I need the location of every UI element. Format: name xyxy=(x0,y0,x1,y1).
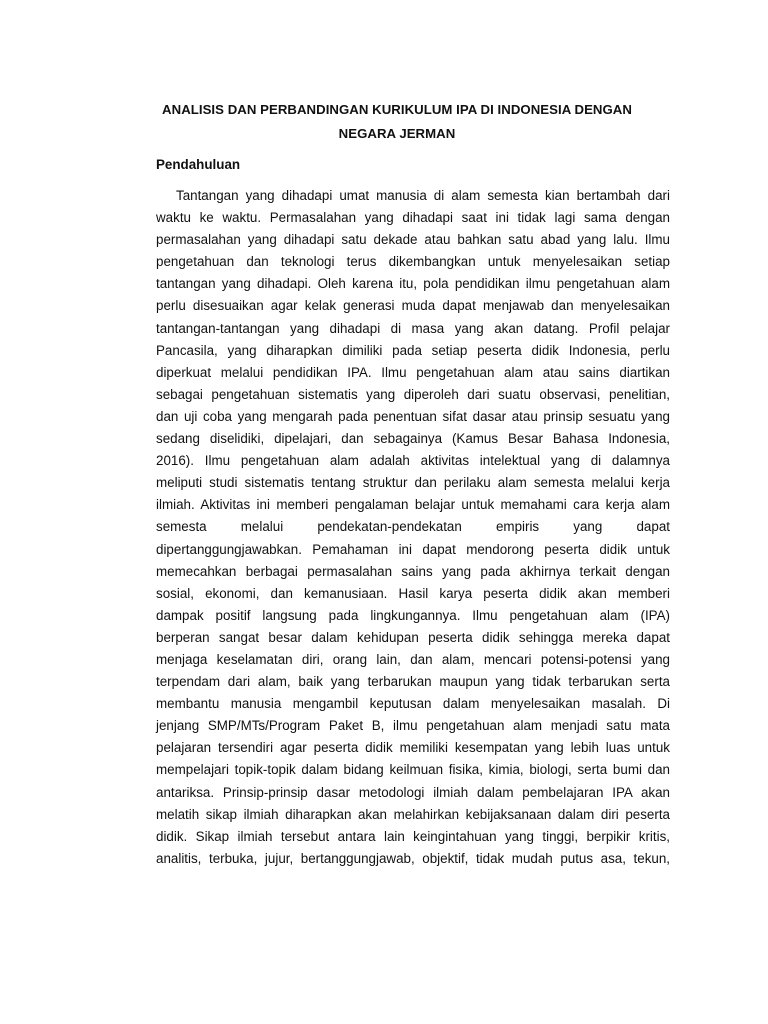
paragraph-line: tantangan yang dihadapi. Oleh karena itu, pola pendidikan ilmu pengetahuan alam xyxy=(156,276,670,292)
paragraph-line: antariksa. Prinsip-prinsip dasar metodologi ilmiah dalam pembelajaran IPA akan xyxy=(156,784,670,800)
paragraph-line: didik. Sikap ilmiah tersebut antara lain keingintahuan yang tinggi, berpikir kritis, xyxy=(156,828,670,844)
paragraph-line: ilmiah. Aktivitas ini memberi pengalaman belajar untuk memahami cara kerja alam xyxy=(156,497,670,513)
paragraph-line: perlu disesuaikan agar kelak generasi muda dapat menjawab dan menyelesaikan xyxy=(156,298,670,314)
paragraph-line: waktu ke waktu. Permasalahan yang dihadapi saat ini tidak lagi sama dengan xyxy=(156,210,670,226)
paragraph-line: dipertanggungjawabkan. Pemahaman ini dapat mendorong peserta didik untuk xyxy=(156,541,670,557)
paragraph-line: meliputi studi sistematis tentang struktur dan perilaku alam semesta melalui kerja xyxy=(156,475,670,491)
paragraph-line: pelajaran tersendiri agar peserta didik memiliki kesempatan yang lebih luas untuk xyxy=(156,740,670,756)
paragraph-line: sosial, ekonomi, dan kemanusiaan. Hasil karya peserta didik akan memberi xyxy=(156,585,670,601)
paragraph-line: sedang diselidiki, dipelajari, dan sebagainya (Kamus Besar Bahasa Indonesia, xyxy=(156,431,670,447)
paragraph-line: dan uji coba yang mengarah pada penentuan sifat dasar atau prinsip sesuatu yang xyxy=(156,408,670,424)
document-title xyxy=(120,98,674,146)
paragraph-line: pengetahuan dan teknologi terus dikembangkan untuk menyelesaikan setiap xyxy=(156,254,670,270)
paragraph-line: dampak positif langsung pada lingkungannya. Ilmu pengetahuan alam (IPA) xyxy=(156,607,670,623)
paragraph-line: terpendam dari alam, baik yang terbarukan maupun yang tidak terbarukan serta xyxy=(156,674,670,690)
paragraph-line: semesta melalui pendekatan-pendekatan empiris yang dapat xyxy=(156,519,670,535)
paragraph-line: membantu manusia mengambil keputusan dalam menyelesaikan masalah. Di xyxy=(156,696,670,712)
paragraph-line: memecahkan berbagai permasalahan sains yang pada akhirnya terkait dengan xyxy=(156,563,670,579)
paragraph-line: tantangan-tantangan yang dihadapi di masa yang akan datang. Profil pelajar xyxy=(156,320,670,336)
paragraph-line: sebagai pengetahuan sistematis yang diperoleh dari suatu observasi, penelitian, xyxy=(156,386,670,402)
paragraph-line: mempelajari topik-topik dalam bidang keilmuan fisika, kimia, biologi, serta bumi dan xyxy=(156,762,670,778)
paragraph-line: 2016). Ilmu pengetahuan alam adalah aktivitas intelektual yang di dalamnya xyxy=(156,453,670,469)
paragraph xyxy=(156,185,670,870)
paragraph-line: Tantangan yang dihadapi umat manusia di alam semesta kian bertambah dari xyxy=(176,188,670,203)
paragraph-line: Pancasila, yang diharapkan dimiliki pada setiap peserta didik Indonesia, perlu xyxy=(156,342,670,358)
paragraph-line: berperan sangat besar dalam kehidupan peserta didik sehingga mereka dapat xyxy=(156,629,670,645)
paragraph-line: analitis, terbuka, jujur, bertanggungjawab, objektif, tidak mudah putus asa, tekun, xyxy=(156,850,670,866)
title-line-1: ANALISIS DAN PERBANDINGAN KURIKULUM IPA DI INDONESIA DENGAN xyxy=(162,102,632,117)
paragraph-line: permasalahan yang dihadapi satu dekade atau bahkan satu abad yang lalu. Ilmu xyxy=(156,232,670,248)
paragraph-line: menjaga keselamatan diri, orang lain, dan alam, mencari potensi-potensi yang xyxy=(156,651,670,667)
section-heading: Pendahuluan xyxy=(156,157,241,172)
title-line-2: NEGARA JERMAN xyxy=(338,126,456,141)
paragraph-line: jenjang SMP/MTs/Program Paket B, ilmu pengetahuan alam menjadi satu mata xyxy=(156,718,670,734)
paragraph-line: melatih sikap ilmiah diharapkan akan melahirkan kebijaksanaan dalam diri peserta xyxy=(156,806,670,822)
paragraph-line: diperkuat melalui pendidikan IPA. Ilmu pengetahuan alam atau sains diartikan xyxy=(156,364,670,380)
